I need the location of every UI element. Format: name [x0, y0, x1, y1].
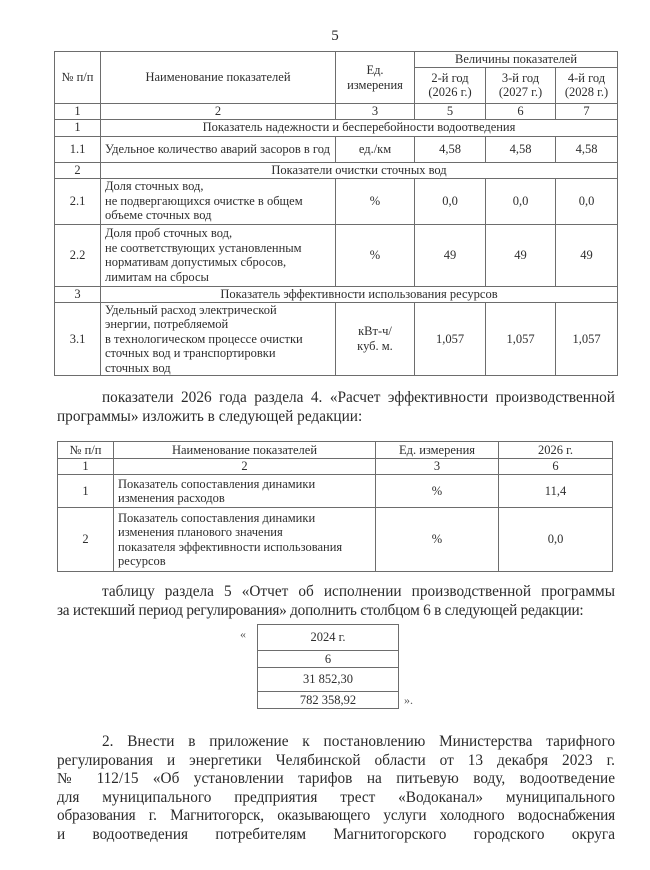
- header-name: Наименование показателей: [101, 52, 336, 104]
- row-name-line: не подвергающихся очистке в общем: [105, 193, 303, 208]
- row-name: [101, 302, 336, 376]
- col-number: 1: [58, 459, 114, 475]
- row-num: 3.1: [55, 302, 101, 376]
- row-name: [101, 224, 336, 286]
- row-num: 2.2: [55, 224, 101, 286]
- column-numbers-row: [55, 104, 618, 120]
- col-number: 1: [55, 104, 101, 120]
- header-unit: Ед. измерения: [336, 52, 415, 104]
- row-name-line: изменения расходов: [118, 491, 225, 505]
- row-name-line: Показатель сопоставления динамики: [118, 510, 316, 525]
- row-num: 2.1: [55, 178, 101, 224]
- paragraph-line: для муниципального предприятия трест «Водоканал» муниципального: [57, 788, 615, 806]
- col-number: 6: [499, 459, 613, 475]
- row-name-line: сточных вод: [105, 360, 171, 375]
- row-value-2028: 4,58: [556, 136, 618, 162]
- header-num-label: № п/п: [61, 70, 94, 85]
- col-number: 2: [114, 459, 376, 475]
- section-title: Показатели очистки сточных вод: [101, 162, 618, 178]
- row-name-line: сточных вод и транспортировки: [105, 346, 276, 360]
- header-name: Наименование показателей: [114, 442, 376, 459]
- header-values-group: Величины показателей: [415, 52, 618, 68]
- header-year-2027: 3-й год (2027 г.): [486, 67, 556, 103]
- section-num: 2: [55, 162, 101, 178]
- paragraph-2: [57, 582, 615, 620]
- col-number: 2: [101, 104, 336, 120]
- row-num: 2: [58, 508, 114, 572]
- paragraph-line: показатели 2026 года раздела 4. «Расчет эффективности производственной: [102, 389, 615, 406]
- row-name: [114, 508, 376, 572]
- row-unit: %: [376, 475, 499, 508]
- paragraph-line: регулирования и энергетики Челябинской области от 13 декабря 2023 г.: [57, 751, 615, 769]
- row-name-line: Удельный расход электрической: [105, 302, 277, 317]
- paragraph-line: за истекший период регулирования» дополнить столбцом 6 в следующей редакции:: [57, 602, 584, 619]
- header-num: № п/п: [58, 442, 114, 459]
- row-value-2028: 0,0: [556, 178, 618, 224]
- paragraph-3: [57, 733, 615, 845]
- row-name-line: в технологическом процессе очистки: [105, 331, 303, 346]
- section-row: [55, 286, 618, 302]
- row-value-2027: 4,58: [486, 136, 556, 162]
- row-num: 1: [58, 475, 114, 508]
- row-name-line: показателя эффективности использования: [118, 539, 343, 554]
- column-numbers-row: [58, 459, 613, 475]
- paragraph-line: программы» изложить в следующей редакции:: [57, 408, 363, 425]
- row-name-line: энергии, потребляемой: [105, 317, 229, 331]
- section-num: 1: [55, 119, 101, 136]
- row-num: 1.1: [55, 136, 101, 162]
- table-row: [58, 508, 613, 572]
- report-column-table: [257, 624, 399, 709]
- row-name: Удельное количество аварий засоров в год: [101, 136, 336, 162]
- row-value-2027: 0,0: [486, 178, 556, 224]
- paragraph-line: образования г. Магнитогорск, оказывающего услуги холодного водоснабжения: [57, 807, 615, 825]
- row-unit: %: [336, 224, 415, 286]
- row-value-2027: 49: [486, 224, 556, 286]
- col-number: 3: [336, 104, 415, 120]
- row-name-line: лимитам на сбросы: [105, 269, 209, 284]
- row-value-2026: 1,057: [415, 302, 486, 376]
- row-unit: %: [376, 508, 499, 572]
- table-row: [55, 136, 618, 162]
- table-row: [58, 475, 613, 508]
- cell-value: 782 358,92: [258, 692, 399, 709]
- header-year: 2026 г.: [499, 442, 613, 459]
- header-year-2026: 2-й год (2026 г.): [415, 67, 486, 103]
- quote-close: ».: [404, 693, 413, 707]
- cell-year: 2024 г.: [258, 625, 399, 651]
- col-number: 7: [556, 104, 618, 120]
- row-value-2028: 49: [556, 224, 618, 286]
- cell-col-number: 6: [258, 651, 399, 668]
- page-number: 5: [331, 28, 339, 44]
- section-row: [55, 119, 618, 136]
- paragraph-line: 2. Внести в приложение к постановлению Министерства тарифного: [102, 733, 615, 750]
- row-unit: ед./км: [336, 136, 415, 162]
- section-num: 3: [55, 286, 101, 302]
- header-num: [55, 52, 101, 104]
- row-name-line: нормативам допустимых сбросов,: [105, 255, 287, 269]
- row-unit-line: кВт-ч/: [358, 324, 392, 339]
- row-name-line: не соответствующих установленным: [105, 240, 302, 255]
- cell-value: 31 852,30: [258, 668, 399, 692]
- row-name-line: Доля сточных вод,: [105, 179, 204, 194]
- row-name-line: Показатель сопоставления динамики: [118, 476, 316, 491]
- section-title: Показатель эффективности использования ресурсов: [101, 286, 618, 302]
- row-name: [114, 475, 376, 508]
- col-number: 6: [486, 104, 556, 120]
- section-row: [55, 162, 618, 178]
- col-number: 5: [415, 104, 486, 120]
- header-year-2028: 4-й год (2028 г.): [556, 67, 618, 103]
- table-row: [55, 302, 618, 376]
- row-name-line: ресурсов: [118, 554, 166, 568]
- row-unit: %: [336, 178, 415, 224]
- table-row: [55, 178, 618, 224]
- row-name-line: изменения планового значения: [118, 525, 283, 539]
- paragraph-line: и водоотведения потребителям Магнитогорского городского округа: [57, 825, 615, 843]
- row-value-2028: 1,057: [556, 302, 618, 376]
- paragraph-line: таблицу раздела 5 «Отчет об исполнении производственной программы: [102, 583, 615, 600]
- paragraph-1: [57, 388, 615, 426]
- row-value-2026: 4,58: [415, 136, 486, 162]
- row-value-2027: 1,057: [486, 302, 556, 376]
- row-value-2026: 0,0: [415, 178, 486, 224]
- row-name-line: Доля проб сточных вод,: [105, 226, 233, 240]
- row-value: 11,4: [499, 475, 613, 508]
- row-unit-line: куб. м.: [357, 338, 393, 353]
- row-name: [101, 178, 336, 224]
- row-value-2026: 49: [415, 224, 486, 286]
- section-title: Показатель надежности и бесперебойности водоотведения: [101, 119, 618, 136]
- header-unit: Ед. измерения: [376, 442, 499, 459]
- row-value: 0,0: [499, 508, 613, 572]
- paragraph-line: № 112/15 «Об установлении тарифов на питьевую воду, водоотведение: [57, 770, 615, 788]
- row-unit: [336, 302, 415, 376]
- col-number: 3: [376, 459, 499, 475]
- row-name-line: объеме сточных вод: [105, 208, 212, 223]
- table-row: [55, 224, 618, 286]
- indicators-table: [54, 51, 618, 376]
- quote-open: «: [240, 627, 246, 641]
- efficiency-table: [57, 441, 613, 572]
